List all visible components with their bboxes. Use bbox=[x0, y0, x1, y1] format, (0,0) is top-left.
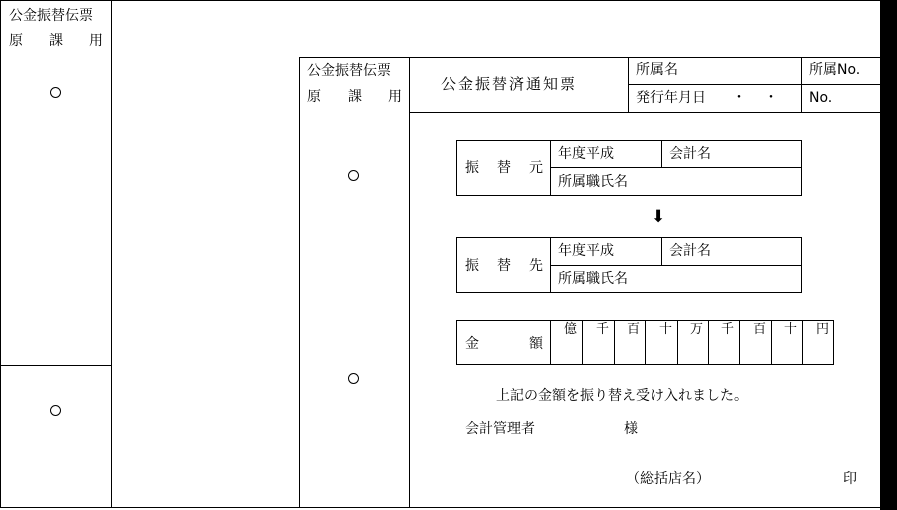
amount-unit-label: 万 bbox=[690, 322, 704, 337]
notice-top bbox=[299, 57, 880, 58]
left-stub-title: 公金振替伝票 bbox=[9, 8, 93, 24]
punch-hole-circle bbox=[50, 87, 61, 98]
transfer-from-col bbox=[550, 140, 551, 196]
header-mid bbox=[628, 84, 880, 85]
sama-label: 様 bbox=[624, 421, 638, 437]
amount-unit-label: 千 bbox=[596, 322, 610, 337]
inner-stub-gen: 原 bbox=[307, 89, 321, 105]
seal-mark: 印 bbox=[843, 471, 857, 487]
transfer-from-row bbox=[550, 167, 802, 168]
fiscal-year-label: 年度平成 bbox=[558, 243, 614, 259]
notice-title: 公金振替済通知票 bbox=[441, 75, 578, 93]
no-label: No. bbox=[809, 90, 833, 106]
amount-unit-label: 千 bbox=[721, 322, 735, 337]
account-name-label: 会計名 bbox=[669, 146, 711, 162]
punch-hole-circle bbox=[348, 373, 359, 384]
inner-stub-title: 公金振替伝票 bbox=[307, 63, 391, 79]
affiliation-no-label: 所属No. bbox=[809, 62, 861, 78]
inner-stub-right bbox=[409, 57, 410, 508]
statement-text: 上記の金額を振り替え受け入れました。 bbox=[496, 388, 748, 404]
right-band bbox=[880, 0, 897, 510]
transfer-from-split bbox=[661, 140, 662, 168]
amount-cell-divider bbox=[771, 320, 772, 365]
amount-unit-label: 円 bbox=[816, 322, 830, 337]
inner-stub-you: 用 bbox=[388, 89, 402, 105]
left-stub-you: 用 bbox=[89, 33, 103, 49]
header-div2 bbox=[801, 57, 802, 113]
transfer-from-label-b: 替 bbox=[497, 160, 511, 176]
transfer-from-label-c: 元 bbox=[529, 160, 543, 176]
staff-name-label: 所属職氏名 bbox=[558, 271, 628, 287]
fiscal-year-label: 年度平成 bbox=[558, 146, 614, 162]
frame-bottom bbox=[0, 507, 880, 508]
transfer-to-label-b: 替 bbox=[497, 258, 511, 274]
stub-perforation bbox=[0, 365, 111, 366]
amount-cell-divider bbox=[677, 320, 678, 365]
amount-unit-label: 十 bbox=[659, 322, 673, 337]
frame-top bbox=[0, 0, 880, 1]
amount-unit-label: 億 bbox=[564, 322, 578, 337]
accountant-label: 会計管理者 bbox=[465, 421, 535, 437]
amount-unit-label: 十 bbox=[784, 322, 798, 337]
amount-cell-divider bbox=[708, 320, 709, 365]
amount-cell-divider bbox=[739, 320, 740, 365]
amount-cell-divider bbox=[582, 320, 583, 365]
staff-name-label: 所属職氏名 bbox=[558, 174, 628, 190]
amount-label-b: 額 bbox=[529, 336, 543, 352]
amount-label-divider bbox=[550, 320, 551, 365]
transfer-to-label-c: 先 bbox=[529, 258, 543, 274]
header-div1 bbox=[628, 57, 629, 113]
amount-unit-label: 百 bbox=[753, 322, 767, 337]
amount-label-a: 金 bbox=[465, 336, 479, 352]
left-stub-gen: 原 bbox=[9, 33, 23, 49]
transfer-to-row bbox=[550, 265, 802, 266]
left-stub-ka: 課 bbox=[49, 33, 63, 49]
frame-left bbox=[0, 0, 1, 508]
header-bottom bbox=[409, 112, 880, 113]
amount-unit-label: 百 bbox=[627, 322, 641, 337]
transfer-to-label-a: 振 bbox=[465, 258, 479, 274]
inner-stub-left bbox=[299, 57, 300, 508]
punch-hole-circle bbox=[50, 405, 61, 416]
inner-stub-ka: 課 bbox=[348, 89, 362, 105]
amount-cell-divider bbox=[614, 320, 615, 365]
issue-date-label: 発行年月日 bbox=[636, 90, 706, 106]
issue-date-sep: ・ bbox=[764, 90, 778, 106]
amount-cell-divider bbox=[645, 320, 646, 365]
transfer-to-split bbox=[661, 237, 662, 266]
amount-cell-divider bbox=[802, 320, 803, 365]
affiliation-name-label: 所属名 bbox=[636, 62, 678, 78]
account-name-label: 会計名 bbox=[669, 243, 711, 259]
punch-hole-circle bbox=[348, 170, 359, 181]
transfer-from-label-a: 振 bbox=[465, 160, 479, 176]
down-arrow-icon: ⬇ bbox=[651, 207, 666, 227]
branch-label: （総括店名） bbox=[626, 471, 710, 487]
stub-divider bbox=[111, 0, 112, 508]
issue-date-sep: ・ bbox=[732, 90, 746, 106]
